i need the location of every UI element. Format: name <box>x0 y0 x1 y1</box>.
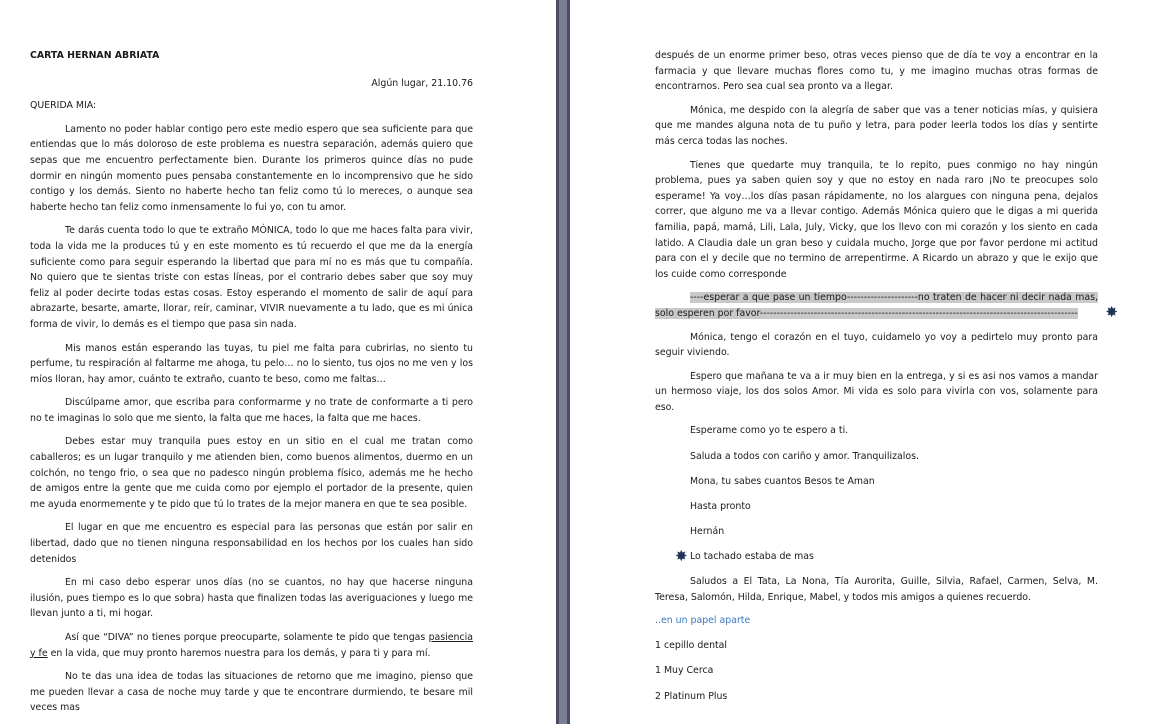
paragraph-11: Mónica, me despido con la alegría de saber que vas a tener noticias mías, y quisiera que me mandes alguna nota de tu puño y letra, para poder leerla todos los días y sentirte más cerca todas las noches. <box>655 104 1098 147</box>
paragraph-1: Lamento no poder hablar contigo pero este medio espero que sea suficiente para que entiendas que lo más doloroso de este problema es nuestra separación, además quiero que sepas que me encuentro perfectamente bien. Durante los primeros quince días no pude dormir en ningún momento pues pensaba constantemente en lo incomprensivo que he sido contigo y los demás. Siento no haberte hecho tan feliz como tú lo mereces, o aunque sea haberte hecho tan feliz como inmensamente lo fui yo, con tu amor. <box>30 123 473 213</box>
page-divider <box>556 0 570 724</box>
star-icon-note: ✸ <box>675 546 688 565</box>
paragraph-8-end: en la vida, que muy pronto haremos nuestra para los demás, y para ti y para mí. <box>47 647 431 659</box>
paragraph-2: Te darás cuenta todo lo que te extraño MÓNICA, todo lo que me haces falta para vivir, toda la vida me la produces tú y en este momento es tú recuerdo el que me da la energía suficiente como para seguir esperando la libertad que para mí no es más que tu compañía. No quiero que te sientas triste con estas líneas, por el contrario debes saber que soy muy feliz al poder decirte todas estas cosas. Estoy esperando el momento de salir de aquí para abrazarte, besarte, amarte, llorar, reír, caminar, VIVIR nuevamente a tu lado, que es mi única forma de vivir, lo demás es el tiempo que pasa sin nada. <box>30 225 473 330</box>
signature-name: Hernán <box>690 525 725 537</box>
paragraph-4: Discúlpame amor, que escriba para conformarme y no trate de conformarte a ti pero no te imaginas lo solo que me siento, la falta que me haces, la falta que me haces. <box>30 397 473 424</box>
page-right-content <box>655 48 1118 714</box>
date-line: Algún lugar, 21.10.76 <box>371 77 473 89</box>
line-saluda: Saluda a todos con cariño y amor. Tranquilizalos. <box>690 450 919 462</box>
document-page-right <box>570 0 1164 724</box>
tachado-note-text: Lo tachado estaba de mas <box>690 550 814 562</box>
highlighted-paragraph <box>655 290 1118 321</box>
aside-note: ..en un papel aparte <box>655 615 751 627</box>
document-page-left <box>0 0 556 724</box>
paragraph-14: Espero que mañana te va a ir muy bien en la entrega, y si es asi nos vamos a mandar un hermoso viaje, los dos solos Amor. Mi vida es solo para vivirla con vos, solamente para eso. <box>655 370 1098 413</box>
paragraph-5: Debes estar muy tranquila pues estoy en un sitio en el cual me tratan como caballeros; es un lugar tranquilo y me atienden bien, como buenos alimentos, duermo en un colchón, no tengo frio, o sea que no padesco ningún problema físico, además me he hecho de amigos entre la gente que me cuida como por ejemplo el portador de la presente, quien me ayuda enormemente y te pido que tú lo trates de la mejor manera en que te sea posible. <box>30 436 473 510</box>
paragraph-10: después de un enorme primer beso, otras veces pienso que de día te voy a encontrar en la farmacia y que llevare muchas flores como tu, y me imagino muchas otras formas de encontrarnos. Pero sea cual sea pronto va a llegar. <box>655 50 1098 93</box>
list-item: 1 Muy Cerca <box>655 665 714 677</box>
letter-title: CARTA HERNAN ABRIATA <box>30 50 160 61</box>
line-hasta-pronto: Hasta pronto <box>690 500 751 512</box>
paragraph-8-start: Así que “DIVA” no tienes porque preocuparte, solamente te pido que tengas <box>65 632 429 643</box>
line-mona: Mona, tu sabes cuantos Besos te Aman <box>690 475 875 487</box>
underlined-phrase: pasiencia y fe <box>30 632 473 659</box>
paragraph-saludos: Saludos a El Tata, La Nona, Tía Aurorita, Guille, Silvia, Rafael, Carmen, Selva, M. Teresa, Salomón, Hilda, Enrique, Mabel, y todos mis amigos a quienes recuerdo. <box>655 576 1098 603</box>
page-left-content <box>30 48 473 724</box>
paragraph-12: Tienes que quedarte muy tranquila, te lo repito, pues conmigo no hay ningún problema, pues ya saben quien soy y que no estoy en nada raro ¡No te preocupes solo esperame! Ya voy…los días pasan rápidamente, no los alargues con ninguna pena, dejalos correr, que alguno me va a llevar contigo. Además Mónica quiero que le digas a mi querida familia, papá, mamá, Lili, Lala, July, Vicky, que los llevo con mi corazón y los siento en cada latido. A Claudia dale un gran beso y cuidala mucho, Jorge que por favor perdone mi actitud para con el y decile que no termino de arrepentirme. A Ricardo un abrazo y que le exijo que los cuide como corresponde <box>655 159 1098 280</box>
line-esperame: Esperame como yo te espero a ti. <box>690 425 849 437</box>
tachado-note <box>655 546 1098 565</box>
star-icon-right: ✸ <box>1105 302 1118 321</box>
salutation: QUERIDA MIA: <box>30 100 97 112</box>
paragraph-8 <box>30 630 473 661</box>
paragraph-13: Mónica, tengo el corazón en el tuyo, cuidamelo yo voy a pedirtelo muy pronto para seguir viviendo. <box>655 331 1098 359</box>
paragraph-3: Mis manos están esperando las tuyas, tu piel me falta para cubrirlas, no siento tu perfume, tu respiración al faltarme me ahoga, tu pelo… no lo siento, tus ojos no me ven y los míos lloran, hay amor, cuánto te extraño, cuanto te beso, como me faltas… <box>30 342 473 385</box>
paragraph-6: El lugar en que me encuentro es especial para las personas que están por salir en libertad, dado que no tienen ninguna responsabilidad en los hechos por los cuales han sido detenidos <box>30 522 473 565</box>
paragraph-7: En mi caso debo esperar unos días (no se cuantos, no hay que hacerse ninguna ilusión, pues tiempo es lo que sobra) hasta que finalizen todas las averiguaciones y luego me llevan junto a ti, mi hogar. <box>30 577 473 620</box>
highlighted-text: ----esperar a que pase un tiempo---------------------no traten de hacer ni decir nada mas, solo esperen por favor---------------------------------------------------------------------------------------------- <box>655 292 1098 319</box>
list-item: 2 Platinum Plus <box>655 690 728 702</box>
paragraph-9: No te das una idea de todas las situaciones de retorno que me imagino, pienso que me pueden llevar a casa de noche muy tarde y que te encontrare durmiendo, te besare mil veces mas <box>30 671 473 714</box>
list-item: 1 cepillo dental <box>655 640 728 652</box>
